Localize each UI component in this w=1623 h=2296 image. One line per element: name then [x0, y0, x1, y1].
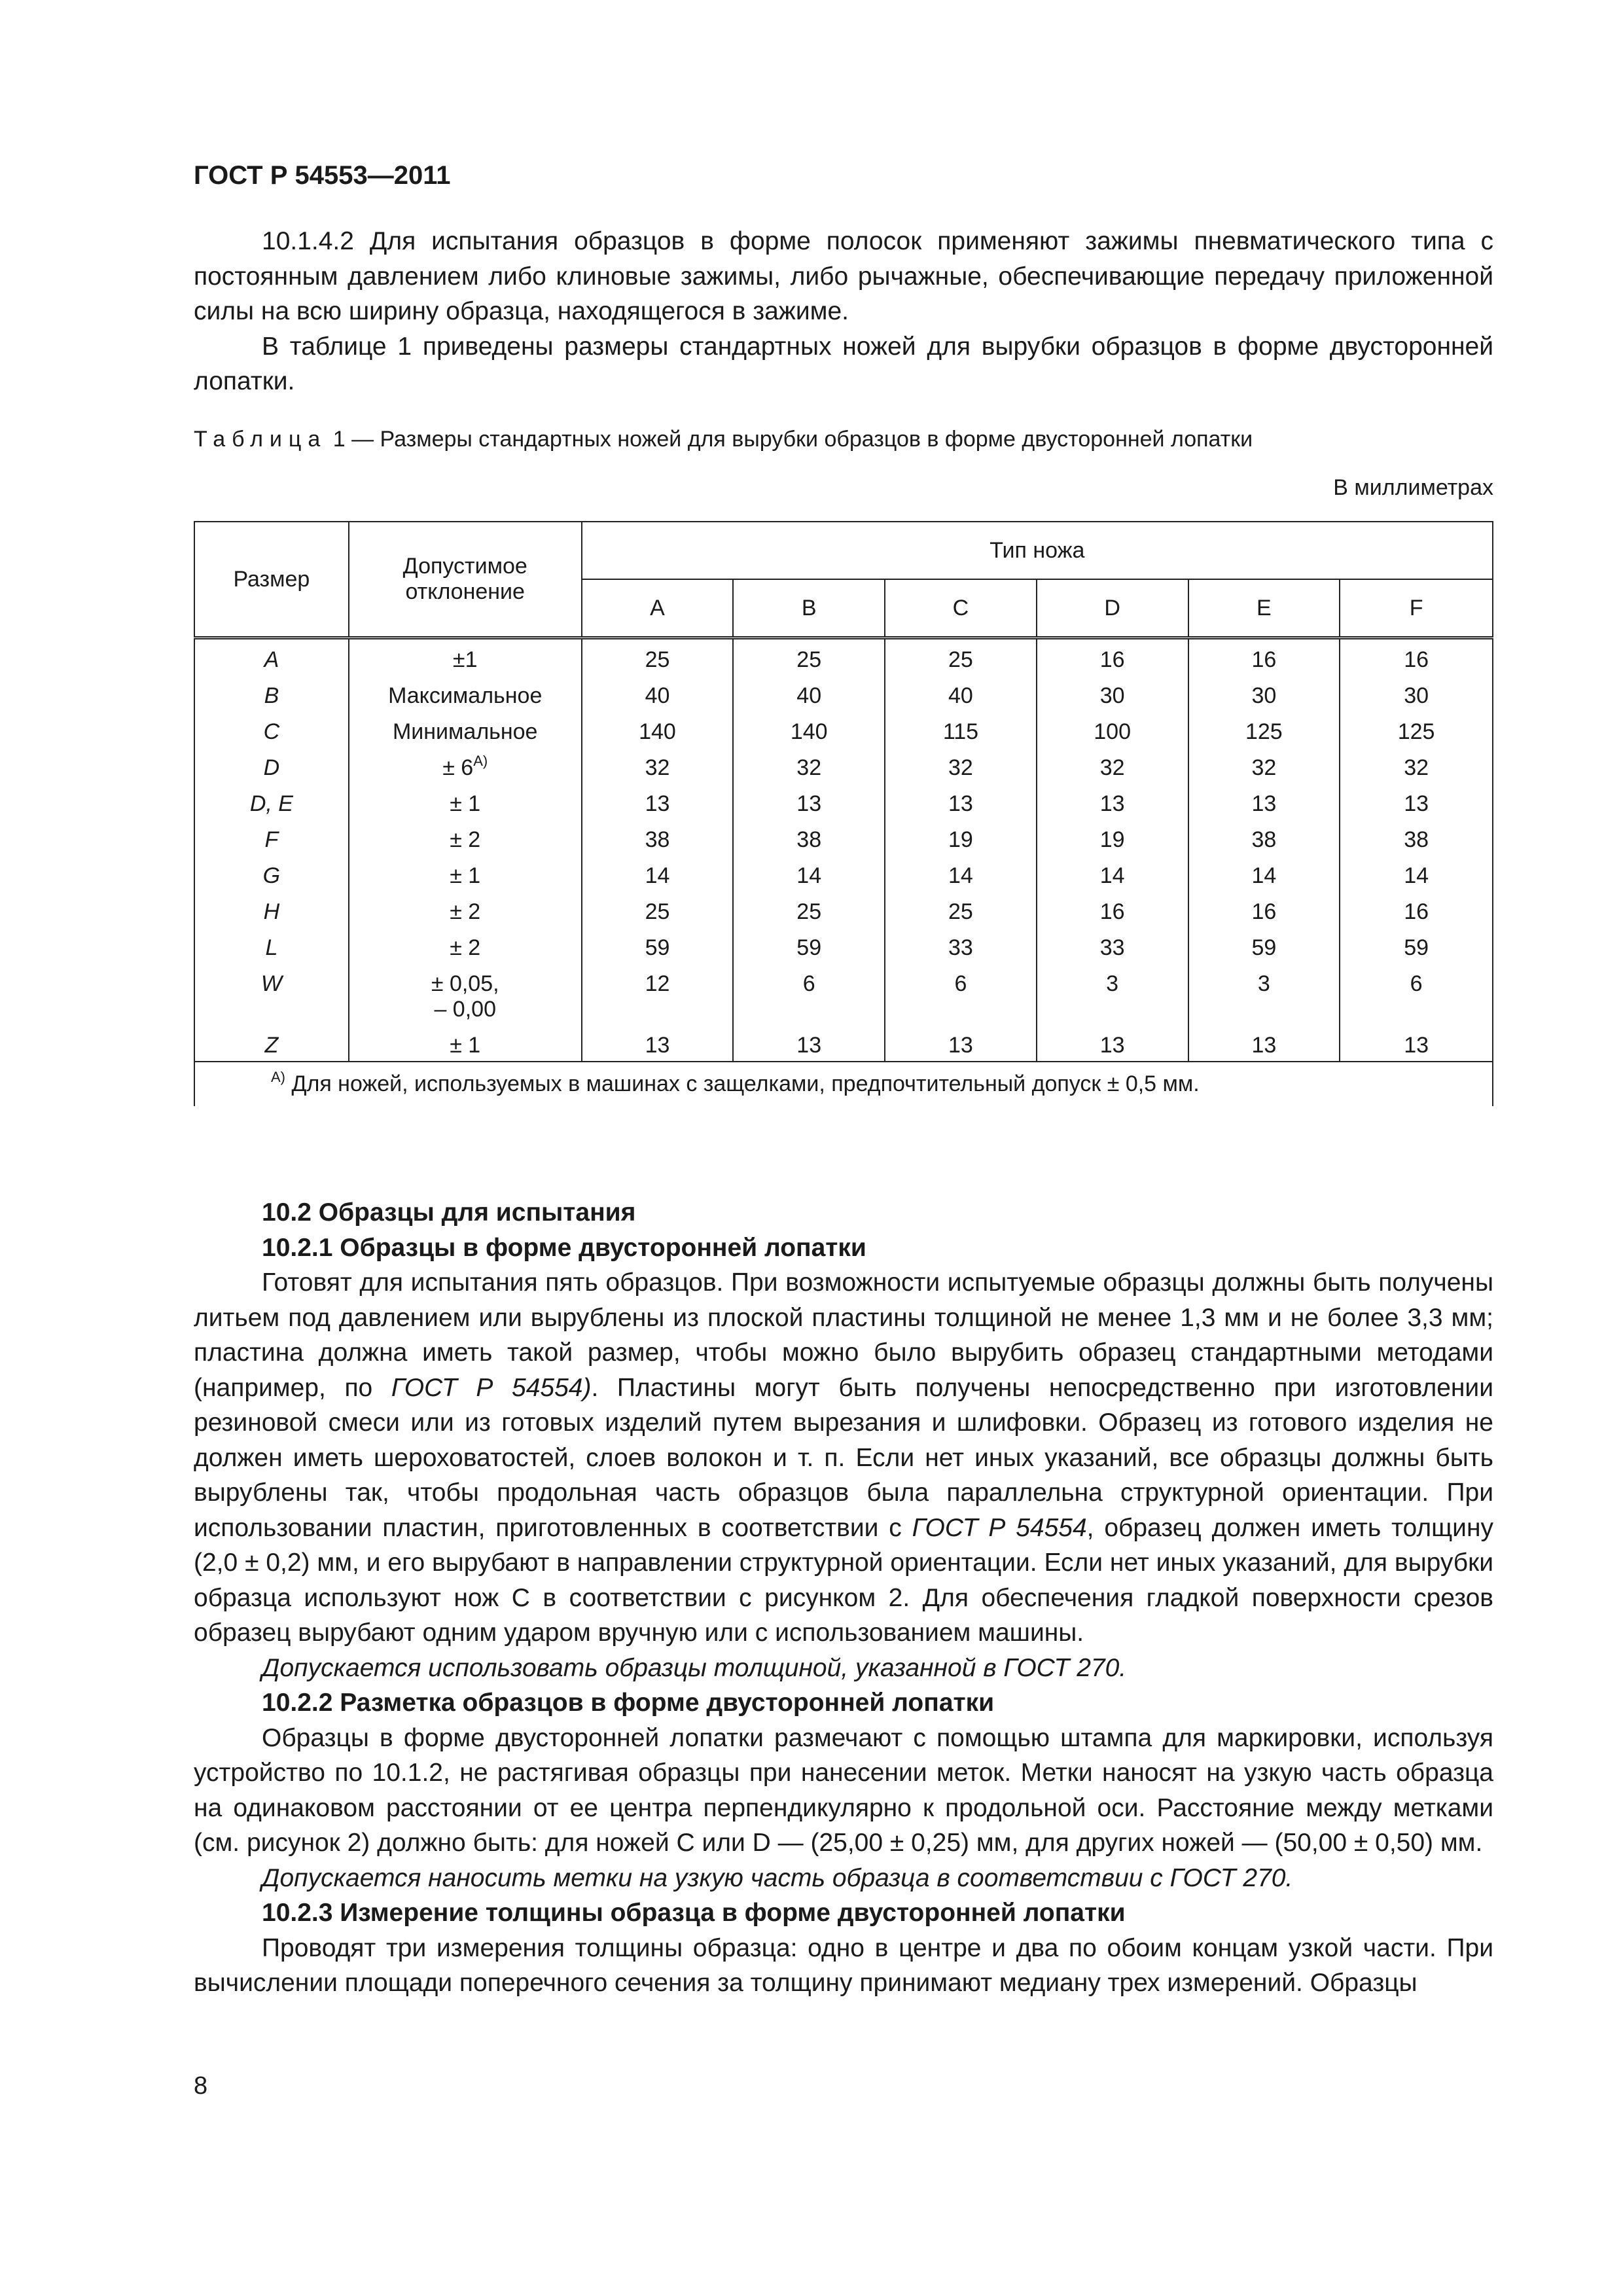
cell-value-d: 16 [1037, 638, 1188, 676]
note-10-2-2: Допускается наносить метки на узкую часть образца в соответствии с ГОСТ 270. [262, 1863, 1293, 1892]
note-10-2-1: Допускается использовать образцы толщиной, указанной в ГОСТ 270. [262, 1653, 1127, 1682]
cell-value-a: 32 [582, 747, 734, 783]
tolerance-value: ± 1 [450, 863, 481, 888]
cell-size: A [194, 638, 349, 676]
cell-value-a: 38 [582, 819, 734, 855]
table-units: В миллиметрах [1333, 475, 1493, 500]
paragraph-10-2-2: Образцы в форме двусторонней лопатки размечают с помощью штампа для маркировки, используя устройство по 10.1.2, не растягивая образцы при нанесении меток. Метки наносят на узкую часть образца на одинаковом расстоянии от ее центра перпендикулярно к продольной оси. Расстояние между метками (см. рисунок 2) должно быть: для ножей C или D — (25,00 ± 0,25) мм, для других ножей — (50,00 ± 0,50) мм. [194, 1723, 1493, 1857]
cell-value-e: 16 [1188, 638, 1340, 676]
document-header: ГОСТ Р 54553—2011 [194, 161, 451, 190]
header-knife-c: C [885, 579, 1037, 638]
cell-value-d: 32 [1037, 747, 1188, 783]
table-caption-text: 1 — Размеры стандартных ножей для вырубки образцов в форме двусторонней лопатки [327, 427, 1253, 452]
cell-value-a: 140 [582, 711, 734, 747]
cell-size: G [194, 855, 349, 891]
cell-value-c: 13 [885, 783, 1037, 819]
table-body [194, 638, 1493, 1107]
footnote-text: Для ножей, используемых в машинах с защелками, предпочтительный допуск ± 0,5 мм. [291, 1071, 1200, 1096]
p-10-2-1-part-c: , образец должен иметь толщину (2,0 ± 0,2) мм, и его вырубают в направлении структурной ориентации. Если нет иных указаний, для вырубки образца используют нож C в соответствии с рисунком 2. Для обеспечения гладкой поверхности срезов образец вырубают одним ударом вручную или с использованием машины. [194, 1513, 1493, 1647]
cell-value-b: 25 [733, 638, 885, 676]
cell-value-e: 13 [1188, 1025, 1340, 1062]
cell-tolerance [349, 675, 582, 711]
tolerance-value: Минимальное [392, 719, 538, 744]
cell-value-d: 14 [1037, 855, 1188, 891]
cell-value-f: 6 [1340, 963, 1493, 1025]
cell-tolerance [349, 783, 582, 819]
cell-value-e: 32 [1188, 747, 1340, 783]
header-knife-b: B [733, 579, 885, 638]
table-row [194, 927, 1493, 963]
heading-10-2-2: 10.2.2 Разметка образцов в форме двусторонней лопатки [262, 1689, 995, 1717]
tolerance-value-line2: – 0,00 [434, 997, 496, 1022]
cell-value-d: 16 [1037, 891, 1188, 927]
table-row [194, 747, 1493, 783]
cell-value-c: 25 [885, 638, 1037, 676]
cell-size: Z [194, 1025, 349, 1062]
cell-value-c: 115 [885, 711, 1037, 747]
paragraph-10-2-3: Проводят три измерения толщины образца: одно в центре и два по обоим концам узкой части. При вычислении площади поперечного сечения за толщину принимают медиану трех измерений. Образцы [194, 1933, 1493, 1997]
table-row [194, 855, 1493, 891]
cell-value-c: 40 [885, 675, 1037, 711]
cell-value-e: 38 [1188, 819, 1340, 855]
cell-tolerance [349, 747, 582, 783]
cell-size: B [194, 675, 349, 711]
header-tolerance: Допустимое отклонение [349, 522, 582, 638]
cell-value-b: 14 [733, 855, 885, 891]
table-row [194, 711, 1493, 747]
tolerance-value: ± 1 [450, 791, 481, 816]
cell-value-b: 32 [733, 747, 885, 783]
cell-tolerance [349, 711, 582, 747]
cell-value-a: 25 [582, 891, 734, 927]
tolerance-value: ± 2 [450, 827, 481, 852]
header-knife-a: A [582, 579, 734, 638]
table-row [194, 783, 1493, 819]
cell-value-f: 14 [1340, 855, 1493, 891]
cell-value-c: 13 [885, 1025, 1037, 1062]
cell-value-a: 13 [582, 1025, 734, 1062]
cell-value-b: 13 [733, 1025, 885, 1062]
ref-gost-r-54554-2: ГОСТ Р 54554 [912, 1513, 1087, 1542]
header-knife-e: E [1188, 579, 1340, 638]
paragraph-10-1-4-2: 10.1.4.2 Для испытания образцов в форме полосок применяют зажимы пневматического типа с постоянным давлением либо клиновые зажимы, либо рычажные, обеспечивающие передачу приложенной силы на всю ширину образца, находящегося в зажиме. [194, 227, 1493, 325]
table-caption-word: Таблица [194, 427, 327, 452]
cell-size: W [194, 963, 349, 1025]
cell-value-e: 3 [1188, 963, 1340, 1025]
cell-size: F [194, 819, 349, 855]
cell-value-f: 32 [1340, 747, 1493, 783]
cell-value-e: 13 [1188, 783, 1340, 819]
tolerance-value: ± 2 [450, 899, 481, 924]
cell-value-d: 13 [1037, 783, 1188, 819]
paragraph-table-intro: В таблице 1 приведены размеры стандартных ножей для вырубки образцов в форме двусторонней лопатки. [194, 332, 1493, 395]
intro-section [194, 224, 1493, 399]
header-knife-d: D [1037, 579, 1188, 638]
cell-value-e: 59 [1188, 927, 1340, 963]
section-10-2 [194, 1195, 1493, 2001]
cell-value-f: 16 [1340, 638, 1493, 676]
cell-tolerance [349, 927, 582, 963]
cell-value-a: 14 [582, 855, 734, 891]
page-number: 8 [194, 2072, 208, 2100]
table-row [194, 638, 1493, 676]
table-row [194, 1025, 1493, 1062]
tolerance-value: ± 0,05, [431, 971, 499, 996]
cell-value-d: 13 [1037, 1025, 1188, 1062]
cell-size: D, E [194, 783, 349, 819]
cell-size: L [194, 927, 349, 963]
cell-size: H [194, 891, 349, 927]
table-footnote-row [194, 1062, 1493, 1106]
cell-value-e: 30 [1188, 675, 1340, 711]
table-row [194, 675, 1493, 711]
cell-tolerance [349, 819, 582, 855]
cell-value-c: 25 [885, 891, 1037, 927]
heading-10-2-1: 10.2.1 Образцы в форме двусторонней лопатки [262, 1233, 866, 1262]
cell-value-f: 59 [1340, 927, 1493, 963]
header-size: Размер [194, 522, 349, 638]
cell-tolerance [349, 963, 582, 1025]
cell-value-f: 16 [1340, 891, 1493, 927]
cell-value-a: 12 [582, 963, 734, 1025]
cell-value-e: 125 [1188, 711, 1340, 747]
table-caption [194, 427, 1253, 452]
cell-value-d: 100 [1037, 711, 1188, 747]
tolerance-value: ±1 [452, 647, 478, 672]
table-row [194, 891, 1493, 927]
footnote-mark: A) [271, 1069, 285, 1085]
cell-value-f: 125 [1340, 711, 1493, 747]
cell-value-a: 13 [582, 783, 734, 819]
ref-gost-r-54554-1: ГОСТ Р 54554) [391, 1373, 592, 1402]
cell-value-f: 38 [1340, 819, 1493, 855]
p-10-2-1-part-a: Готовят для испытания пять образцов. При возможности испытуемые образцы должны быть получены литьем под давлением или вырублены из плоской пластины толщиной не менее 1,3 мм и не более 3,3 мм; пластина должна иметь такой размер, чтобы можно было вырубить образец стандартными методами (например, по [194, 1268, 1493, 1402]
cell-value-b: 6 [733, 963, 885, 1025]
tolerance-value: ± 6 [442, 755, 474, 780]
knife-dimensions-table [194, 521, 1493, 1106]
cell-value-b: 59 [733, 927, 885, 963]
header-knife-f: F [1340, 579, 1493, 638]
cell-value-a: 59 [582, 927, 734, 963]
cell-value-c: 14 [885, 855, 1037, 891]
cell-value-d: 30 [1037, 675, 1188, 711]
tolerance-value: ± 2 [450, 935, 481, 960]
cell-value-d: 19 [1037, 819, 1188, 855]
cell-value-c: 32 [885, 747, 1037, 783]
cell-size: C [194, 711, 349, 747]
header-knife-type: Тип ножа [582, 522, 1493, 579]
cell-value-b: 25 [733, 891, 885, 927]
heading-10-2: 10.2 Образцы для испытания [262, 1198, 636, 1227]
cell-tolerance [349, 855, 582, 891]
cell-value-b: 38 [733, 819, 885, 855]
cell-value-f: 13 [1340, 1025, 1493, 1062]
tolerance-value: Максимальное [388, 683, 543, 708]
cell-value-e: 14 [1188, 855, 1340, 891]
table-row [194, 963, 1493, 1025]
cell-value-b: 13 [733, 783, 885, 819]
cell-value-d: 33 [1037, 927, 1188, 963]
cell-value-c: 6 [885, 963, 1037, 1025]
table-footnote [194, 1062, 1493, 1106]
p-10-2-1-part-b: . Пластины могут быть получены непосредственно при изготовлении резиновой смеси или из готовых изделий путем вырезания и шлифовки. Образец из готового изделия не должен иметь шероховатостей, слоев волокон и т. п. Если нет иных указаний, все образцы должны быть вырублены так, чтобы продольная часть образцов была параллельна структурной ориентации. При использовании пластин, приготовленных в соответствии с [194, 1373, 1493, 1542]
cell-value-b: 140 [733, 711, 885, 747]
cell-tolerance [349, 638, 582, 676]
cell-value-f: 13 [1340, 783, 1493, 819]
cell-value-f: 30 [1340, 675, 1493, 711]
cell-value-b: 40 [733, 675, 885, 711]
table-row [194, 819, 1493, 855]
paragraph-10-2-1 [194, 1265, 1493, 1651]
cell-value-c: 33 [885, 927, 1037, 963]
cell-value-d: 3 [1037, 963, 1188, 1025]
heading-10-2-3: 10.2.3 Измерение толщины образца в форме двусторонней лопатки [262, 1899, 1126, 1927]
cell-tolerance [349, 1025, 582, 1062]
tolerance-value: ± 1 [450, 1033, 481, 1058]
cell-tolerance [349, 891, 582, 927]
cell-value-e: 16 [1188, 891, 1340, 927]
document-page [194, 0, 1493, 2296]
cell-value-a: 40 [582, 675, 734, 711]
cell-value-a: 25 [582, 638, 734, 676]
cell-value-c: 19 [885, 819, 1037, 855]
footnote-ref: A) [473, 753, 488, 769]
cell-size: D [194, 747, 349, 783]
